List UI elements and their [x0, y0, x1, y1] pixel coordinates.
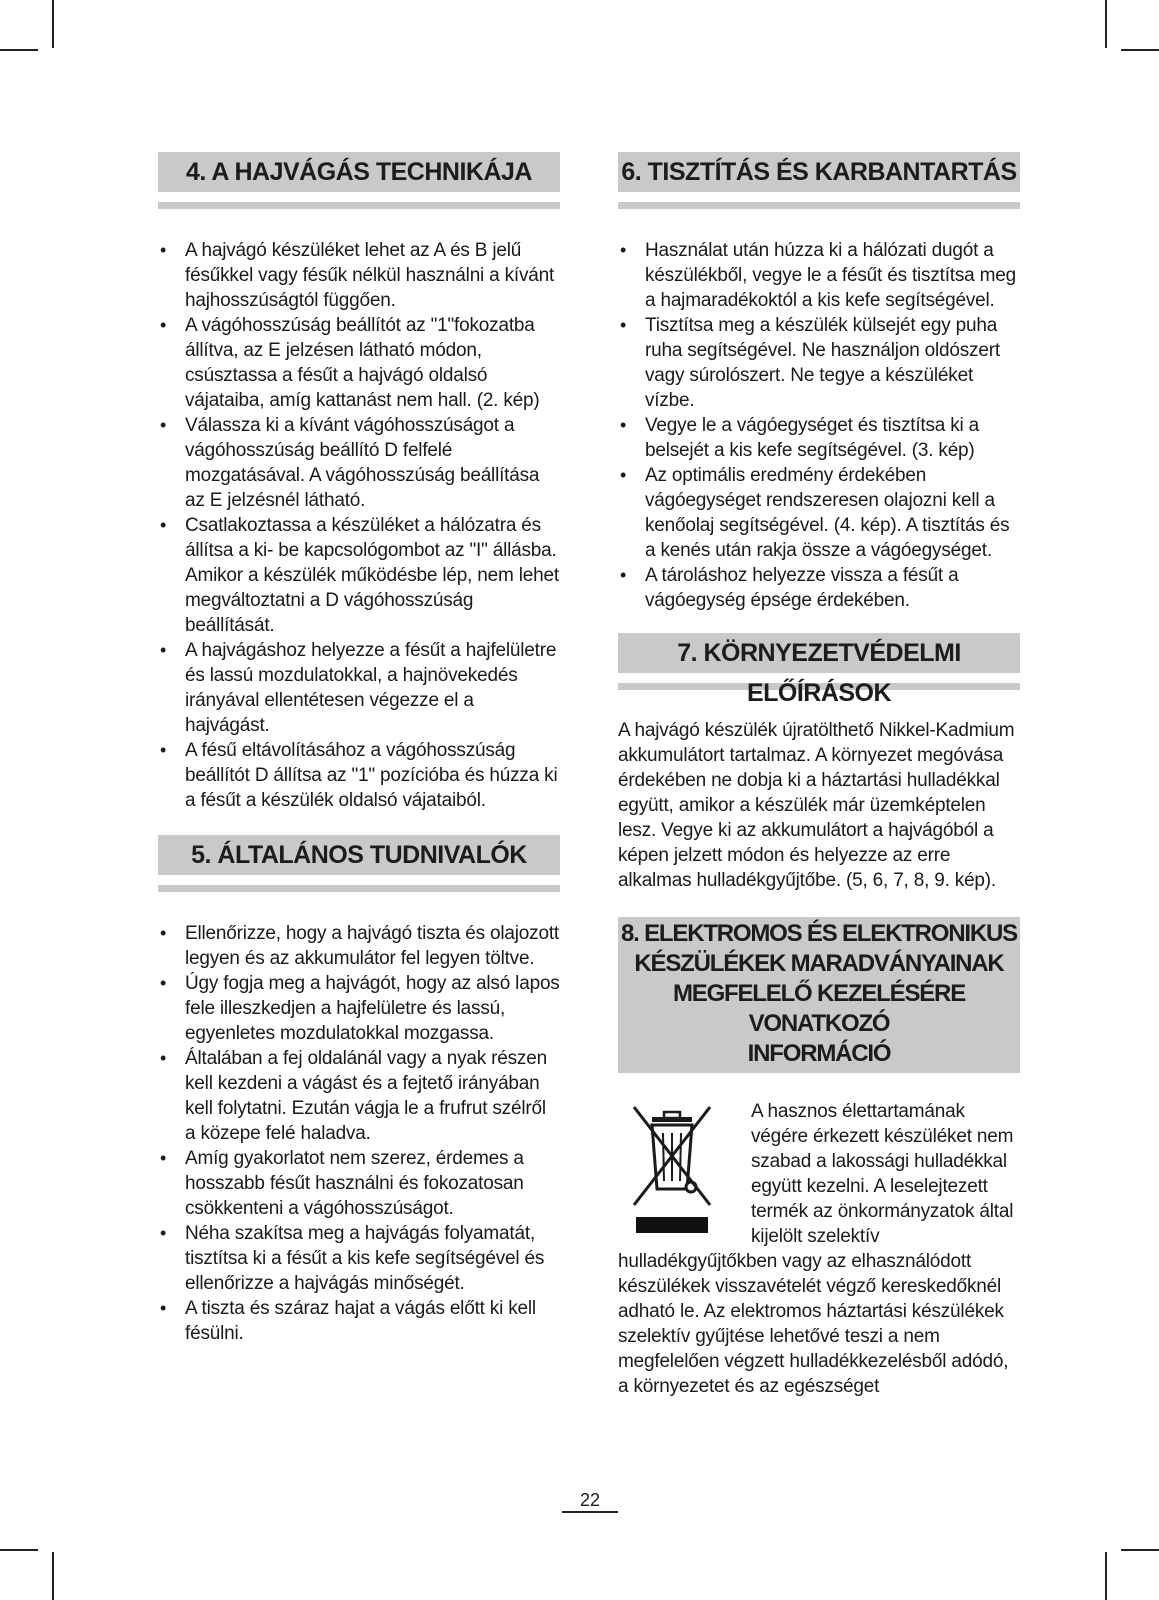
crop-mark	[1121, 49, 1159, 51]
list-item: • A vágóhosszúság beállítót az "1"fokozatba állítva, az E jelzésen látható módon, csúsztassa a fésűt a hajvágó oldalsó vájataiba, amíg kattanást nem hall. (2. kép)	[158, 313, 560, 413]
list-item: • A tiszta és száraz hajat a vágás előtt ki kell fésülni.	[158, 1296, 560, 1346]
page-number-rule	[562, 1511, 618, 1513]
crop-mark	[1105, 1552, 1107, 1600]
crop-mark	[0, 49, 38, 51]
section-8-heading-line: 8. ELEKTROMOS ÉS ELEKTRONIKUS	[621, 920, 1017, 947]
section-7-text: A hajvágó készülék újratölthető Nikkel-Kadmium akkumulátort tartalmaz. A környezet megóvása érdekében ne dobja ki a háztartási hulladékkal együtt, amikor a készülék már üzemképtelen lesz. Vegye ki az akkumulátort a hajvágóból a képen jelzett módon és helyezze az erre alkalmas hulladékgyűjtőbe. (5, 6, 7, 8, 9. kép).	[618, 720, 1015, 891]
list-item: • Az optimális eredmény érdekében vágóegységet rendszeresen olajozni kell a kenőolaj segítségével. (4. kép). A tisztítás és a kenés után rakja össze a vágóegységet.	[618, 463, 1020, 563]
list-item: • Néha szakítsa meg a hajvágás folyamatát, tisztítsa ki a fésűt a kis kefe segítségével és ellenőrizze a hajvágás minőségét.	[158, 1221, 560, 1296]
section-8-text: A hasznos élettartamának végére érkezett készüléket nem szabad a lakossági hulladékkal együtt kezelni. A leselejtezett termék az önkormányzatok által kijelölt szelektív hulladékgyűjtőkben vagy az elhasználódott készülékek visszavételét végző kereskedőknél adható le. Az elektromos háztartási készülékek szelektív gyűjtése lehetővé teszi a nem megfelelően végzett hulladékkezelésből adódó, a környezetet és az egészséget	[618, 1101, 1014, 1397]
crop-mark	[52, 1552, 54, 1600]
section-5-rule	[158, 885, 560, 892]
list-item: • Tisztítsa meg a készülék külsejét egy puha ruha segítségével. Ne használjon oldószert vagy súrolószert. Ne tegye a készüléket vízbe.	[618, 313, 1020, 413]
list-item: • A tároláshoz helyezze vissza a fésűt a vágóegység épsége érdekében.	[618, 563, 1020, 613]
section-8-heading-line: KÉSZÜLÉKEK MARADVÁNYAINAK	[634, 950, 1004, 977]
crop-mark	[1105, 0, 1107, 48]
list-item: • A hajvágó készüléket lehet az A és B jelű fésűkkel vagy fésűk nélkül használni a kívánt hajhosszúságtól függően.	[158, 238, 560, 313]
list-item: • Válassza ki a kívánt vágóhosszúságot a vágóhosszúság beállító D felfelé mozgatásával. A vágóhosszúság beállítása az E jelzésnél látható.	[158, 413, 560, 513]
section-7-heading: 7. KÖRNYEZETVÉDELMI ELŐÍRÁSOK	[618, 633, 1020, 673]
section-4-heading: 4. A HAJVÁGÁS TECHNIKÁJA	[158, 152, 560, 192]
list-item: • Amíg gyakorlatot nem szerez, érdemes a hosszabb fésűt használni és fokozatosan csökkenteni a vágóhosszúságot.	[158, 1146, 560, 1221]
list-item: • Általában a fej oldalánál vagy a nyak részen kell kezdeni a vágást és a fejtető irányában kell folytatni. Ezután vágja le a frufrut szélről a közepe felé haladva.	[158, 1046, 560, 1146]
crossed-out-wheeled-bin-icon	[622, 1099, 718, 1239]
list-item: • Vegye le a vágóegységet és tisztítsa ki a belsejét a kis kefe segítségével. (3. kép)	[618, 413, 1020, 463]
section-6-heading: 6. TISZTÍTÁS ÉS KARBANTARTÁS	[618, 152, 1020, 192]
list-item: • Használat után húzza ki a hálózati dugót a készülékből, vegye le a fésűt és tisztítsa meg a hajmaradékoktól a kis kefe segítségével.	[618, 238, 1020, 313]
section-6-rule	[618, 202, 1020, 209]
section-8-body	[618, 1099, 1020, 1399]
section-8-heading	[618, 917, 1020, 1073]
crop-mark	[52, 0, 54, 48]
section-6-list	[618, 238, 1020, 613]
list-item: • Ellenőrizze, hogy a hajvágó tiszta és olajozott legyen és az akkumulátor fel legyen töltve.	[158, 921, 560, 971]
list-item: • Úgy fogja meg a hajvágót, hogy az alsó lapos fele illeszkedjen a hajfelületre és lassú, egyenletes mozdulatokkal mozgassa.	[158, 971, 560, 1046]
crop-mark	[0, 1549, 38, 1551]
section-5-heading: 5. ÁLTALÁNOS TUDNIVALÓK	[158, 835, 560, 875]
left-column	[158, 152, 560, 1346]
list-item: • Csatlakoztassa a készüléket a hálózatra és állítsa a ki- be kapcsológombot az "I" állásba. Amikor a készülék működésbe lép, nem lehet megváltoztatni a D vágóhosszúság beállítását.	[158, 513, 560, 638]
section-8-heading-line: MEGFELELŐ KEZELÉSÉRE VONATKOZÓ	[672, 980, 966, 1037]
list-item: • A hajvágáshoz helyezze a fésűt a hajfelületre és lassú mozdulatokkal, a hajnövekedés irányával ellentétesen végezze el a hajvágást.	[158, 638, 560, 738]
crop-mark	[1121, 1549, 1159, 1551]
section-8-heading-line: INFORMÁCIÓ	[747, 1040, 891, 1067]
section-5-list	[158, 921, 560, 1346]
section-4-rule	[158, 202, 560, 209]
section-4-list	[158, 238, 560, 813]
list-item: • A fésű eltávolításához a vágóhosszúság beállítót D állítsa az "1" pozícióba és húzza ki a fésűt a készülék oldalsó vájataiból.	[158, 738, 560, 813]
right-column	[618, 152, 1020, 1399]
page-number: 22	[579, 1490, 601, 1510]
